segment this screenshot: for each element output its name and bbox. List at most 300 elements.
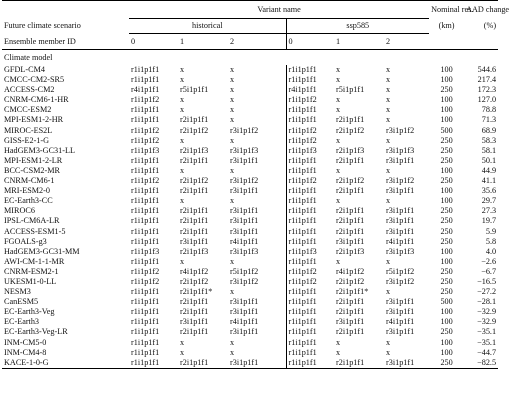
aad-change-value: 217.4	[477, 75, 497, 85]
nominal-resolution: 100	[440, 347, 453, 357]
ssp585-member-0: r1i1p1f1	[286, 358, 334, 369]
model-name: BCC-CSM2-MR	[4, 165, 60, 175]
aad-change-value: 172.3	[477, 85, 497, 95]
model-name: EC-Earth3-Veg-LR	[4, 327, 68, 337]
ssp585-member-1: r2i1p1f2	[336, 276, 365, 286]
historical-member-1: r2i1p1f1	[180, 297, 209, 307]
ssp585-member-1: r2i1p1f1	[336, 186, 365, 196]
historical-member-0: r1i1p1f1	[131, 65, 160, 74]
ssp585-member-0: r1i1p1f1	[286, 65, 334, 75]
historical-member-0: r1i1p1f1	[131, 327, 160, 337]
ssp585-member-1: r2i1p1f1	[336, 327, 365, 337]
historical-member-2: x	[230, 105, 235, 115]
model-name: INM-CM5-0	[4, 337, 47, 347]
historical-member-2: x	[230, 256, 235, 266]
ssp585-member-0: r1i1p1f2	[286, 267, 334, 277]
aad-change-header: AAD change	[464, 1, 498, 19]
model-name: UKESM1-0-LL	[4, 276, 57, 286]
historical-member-2: r3i1p1f1	[230, 307, 259, 317]
nominal-resolution: 250	[440, 206, 453, 216]
historical-member-2: r3i1p1f1	[228, 358, 286, 369]
table-row	[2, 257, 498, 267]
historical-member-1: r2i1p1f3	[180, 246, 209, 256]
historical-member-1: x	[180, 75, 185, 85]
historical-member-0: r1i1p1f1	[129, 358, 178, 369]
ssp585-member-1: x	[336, 196, 341, 206]
ssp585-member-1: r5i1p1f1	[336, 85, 365, 95]
future-climate-scenario-label: Future climate scenario	[4, 21, 81, 30]
nominal-resolution: 100	[440, 186, 453, 196]
ssp585-member-1: r2i1p1f2	[336, 176, 365, 186]
nominal-resolution: 100	[440, 95, 453, 105]
table-row	[2, 307, 498, 317]
ssp585-member-2: r3i1p1f2	[386, 125, 415, 135]
ssp585-member-2: x	[386, 95, 391, 105]
ssp585-member-0: r1i1p1f1	[286, 237, 334, 247]
model-name: CMCC-CM2-SR5	[4, 75, 65, 85]
aad-change-value: 68.9	[481, 125, 497, 135]
ssp585-member-0: r1i1p1f1	[286, 206, 334, 216]
historical-member-2: r3i1p1f1	[230, 327, 259, 337]
nominal-resolution: 500	[440, 125, 453, 135]
historical-member-1: r2i1p1f1	[180, 327, 209, 337]
historical-member-1: x	[180, 337, 185, 347]
historical-member-1: r4i1p1f2	[180, 266, 209, 276]
ssp585-member-0: r1i1p1f2	[286, 136, 334, 146]
ssp585-member-2: r3i1p1f3	[386, 145, 415, 155]
ensemble-id-hist-1: 1	[178, 34, 228, 50]
aad-change-value: −44.7	[477, 347, 497, 357]
table-row	[2, 358, 498, 369]
model-name: EC-Earth3	[4, 317, 40, 327]
table-row	[2, 267, 498, 277]
nominal-resolution: 100	[440, 75, 453, 85]
aad-change-value: −35.1	[477, 327, 497, 337]
historical-member-2: r3i1p1f3	[230, 145, 259, 155]
ssp585-member-2: r3i1p1f2	[386, 276, 415, 286]
nominal-resolution: 250	[440, 176, 453, 186]
historical-member-2: r3i1p1f2	[230, 176, 259, 186]
ssp585-member-0: r1i1p1f2	[286, 277, 334, 287]
model-name: MRI-ESM2-0	[4, 186, 50, 196]
aad-change-value: −16.5	[477, 276, 497, 286]
historical-member-2: x	[230, 65, 235, 74]
ssp585-member-1: x	[336, 337, 341, 347]
nominal-resolution: 250	[440, 216, 453, 226]
historical-member-2: r3i1p1f2	[230, 125, 259, 135]
model-name: HadGEM3-GC31-MM	[4, 246, 80, 256]
ssp585-member-0: r1i1p1f1	[286, 166, 334, 176]
model-name: ACCESS-ESM1-5	[4, 226, 66, 236]
table-row	[2, 227, 498, 237]
table-row	[2, 196, 498, 206]
ssp585-member-2: r3i1p1f1	[386, 226, 415, 236]
ssp585-member-0: r1i1p1f1	[286, 327, 334, 337]
aad-change-value: 27.3	[481, 206, 497, 216]
ssp585-member-2: x	[386, 347, 391, 357]
historical-member-1: x	[180, 347, 185, 357]
ssp585-member-0: r1i1p1f1	[286, 105, 334, 115]
ssp585-member-2: x	[386, 105, 391, 115]
aad-change-value: −6.7	[481, 266, 497, 276]
aad-change-value: 50.1	[481, 155, 497, 165]
nominal-resolution: 250	[440, 155, 453, 165]
aad-change-value: −28.1	[477, 297, 497, 307]
ssp585-member-1: r2i1p1f1	[336, 226, 365, 236]
historical-member-1: r2i1p1f1	[180, 155, 209, 165]
historical-member-1: r2i1p1f1	[178, 358, 228, 369]
ssp585-member-1: x	[336, 105, 341, 115]
model-name: INM-CM4-8	[4, 347, 47, 357]
historical-member-0: r1i1p1f1	[131, 186, 160, 196]
historical-member-2: x	[230, 287, 235, 297]
ssp585-member-2: r3i1p1f1	[386, 186, 415, 196]
ssp585-member-0: r1i1p1f1	[286, 338, 334, 348]
historical-member-1: r2i1p1f1	[180, 115, 209, 125]
historical-member-2: r3i1p1f1	[230, 206, 259, 216]
ssp585-member-0: r1i1p1f3	[286, 247, 334, 257]
ssp585-member-1: r3i1p1f1	[336, 236, 365, 246]
nominal-resolution: 100	[440, 317, 453, 327]
header-empty-cell	[464, 34, 498, 50]
percent-unit: (%)	[483, 21, 497, 30]
model-name: HadGEM3-GC31-LL	[4, 145, 75, 155]
ssp585-member-2: x	[386, 85, 391, 95]
historical-member-2: x	[230, 337, 235, 347]
table-row	[2, 75, 498, 85]
historical-member-0: r1i1p1f1	[131, 216, 160, 226]
historical-member-0: r1i1p1f1	[131, 307, 160, 317]
aad-change-value: −82.5	[464, 358, 498, 369]
ssp585-member-2: x	[386, 65, 391, 74]
historical-member-1: x	[180, 165, 185, 175]
ssp585-member-0: r1i1p1f1	[286, 186, 334, 196]
ssp585-member-1: r2i1p1f1*	[336, 287, 369, 297]
historical-member-0: r1i1p1f1	[131, 256, 160, 266]
header-row-3	[2, 34, 498, 50]
table-row	[2, 105, 498, 115]
model-name: NESM3	[4, 287, 31, 297]
ssp585-member-1: r2i1p1f2	[336, 125, 365, 135]
nominal-resolution: 100	[440, 256, 453, 266]
table-row	[2, 327, 498, 337]
table-row	[2, 65, 498, 75]
ssp585-member-1: r2i1p1f1	[336, 307, 365, 317]
historical-member-2: x	[230, 115, 235, 125]
model-name: EC-Earth3-CC	[4, 196, 53, 206]
historical-member-0: r1i1p1f1	[131, 226, 160, 236]
ssp585-member-0: r1i1p1f1	[286, 227, 334, 237]
ssp585-member-2: r4i1p1f1	[386, 317, 415, 327]
historical-member-0: r1i1p1f2	[131, 176, 160, 186]
table-row	[2, 136, 498, 146]
nominal-resolution: 250	[440, 135, 453, 145]
historical-member-0: r1i1p1f1	[131, 105, 160, 115]
model-name: GFDL-CM4	[4, 65, 45, 74]
ssp585-member-2: r3i1p1f3	[386, 246, 415, 256]
ssp585-member-2: r5i1p1f2	[386, 266, 415, 276]
aad-change-value: −32.9	[477, 307, 497, 317]
ssp585-member-0: r1i1p1f1	[286, 287, 334, 297]
table-row	[2, 317, 498, 327]
historical-header: historical	[129, 19, 286, 34]
historical-member-0: r1i1p1f2	[131, 125, 160, 135]
historical-member-2: x	[230, 135, 235, 145]
header-empty-cell	[429, 34, 464, 50]
section-row	[2, 50, 498, 66]
table-row	[2, 277, 498, 287]
historical-member-1: r2i1p1f2	[180, 176, 209, 186]
ssp585-member-1: r2i1p1f1	[336, 115, 365, 125]
historical-member-2: x	[230, 75, 235, 85]
model-name: MIROC6	[4, 206, 35, 216]
historical-member-1: x	[180, 256, 185, 266]
model-name: EC-Earth3-Veg	[4, 307, 55, 317]
ssp585-member-2: x	[386, 165, 391, 175]
aad-change-value: 5.8	[485, 236, 497, 246]
ssp585-member-1: r2i1p1f1	[336, 297, 365, 307]
aad-change-value: 58.1	[481, 145, 497, 155]
ssp585-member-0: r1i1p1f1	[286, 115, 334, 125]
historical-member-0: r1i1p1f1	[131, 287, 160, 297]
header-empty-cell	[2, 1, 129, 19]
historical-member-0: r1i1p1f1	[131, 155, 160, 165]
historical-member-1: r2i1p1f2	[180, 276, 209, 286]
historical-member-1: x	[180, 65, 185, 74]
km-unit: (km)	[438, 21, 455, 30]
ssp585-member-1: r2i1p1f3	[336, 246, 365, 256]
aad-change-value: 29.7	[481, 196, 497, 206]
historical-member-0: r1i1p1f2	[131, 266, 160, 276]
aad-change-value: 35.6	[481, 186, 497, 196]
table-row	[2, 115, 498, 125]
nominal-resolution: 250	[440, 276, 453, 286]
model-name: MPI-ESM1-2-LR	[4, 155, 63, 165]
ensemble-id-ssp-2: 2	[384, 34, 429, 50]
nominal-resolution: 250	[440, 145, 453, 155]
ssp585-member-1: x	[336, 165, 341, 175]
table-row	[2, 287, 498, 297]
table-row	[2, 206, 498, 216]
model-name: CNRM-CM6-1-HR	[4, 95, 69, 105]
historical-member-0: r4i1p1f1	[131, 85, 160, 95]
ssp585-member-1: x	[336, 95, 341, 105]
ssp585-member-1: x	[336, 75, 341, 85]
historical-member-1: r2i1p1f1	[180, 216, 209, 226]
climate-model-table	[2, 0, 509, 369]
table-row	[2, 247, 498, 257]
historical-member-0: r1i1p1f2	[131, 276, 160, 286]
table-row	[2, 216, 498, 226]
table-row	[2, 237, 498, 247]
aad-change-value: 78.8	[481, 105, 497, 115]
historical-member-0: r1i1p1f1	[131, 337, 160, 347]
aad-change-value: −35.1	[477, 337, 497, 347]
ssp585-member-2: r3i1p1f1	[386, 155, 415, 165]
historical-member-0: r1i1p1f3	[131, 246, 160, 256]
ssp585-member-2: x	[386, 115, 391, 125]
nominal-resolution: 250	[440, 287, 453, 297]
nominal-resolution: 250	[440, 226, 453, 236]
aad-change-value: −32.9	[477, 317, 497, 327]
historical-member-0: r1i1p1f1	[131, 297, 160, 307]
header-row-1	[2, 1, 498, 19]
nominal-resolution: 250	[440, 266, 453, 276]
ensemble-member-id-label: Ensemble member ID	[2, 34, 129, 50]
table-row	[2, 186, 498, 196]
ssp585-member-0: r1i1p1f1	[286, 216, 334, 226]
ssp585-member-0: r1i1p1f2	[286, 126, 334, 136]
historical-member-1: r2i1p1f2	[180, 125, 209, 135]
nominal-resolution: 100	[440, 337, 453, 347]
ssp585-member-2: x	[386, 75, 391, 85]
ssp585-member-2: x	[386, 135, 391, 145]
ssp585-member-1: r2i1p1f3	[336, 145, 365, 155]
ssp585-member-0: r1i1p1f1	[286, 307, 334, 317]
historical-member-2: r4i1p1f1	[230, 236, 259, 246]
aad-change-value: 41.1	[481, 176, 497, 186]
ssp585-member-1: x	[336, 256, 341, 266]
ssp585-member-2: r3i1p1f2	[386, 176, 415, 186]
ssp585-member-2: x	[386, 256, 391, 266]
model-name: CMCC-ESM2	[4, 105, 52, 115]
ssp585-member-1: r3i1p1f1	[336, 317, 365, 327]
historical-member-0: r1i1p1f1	[131, 236, 160, 246]
model-name: KACE-1-0-G	[2, 358, 129, 369]
nominal-resolution: 250	[440, 85, 453, 95]
ssp585-member-1: x	[336, 347, 341, 357]
aad-change-value: 127.0	[477, 95, 497, 105]
ssp585-member-1: r2i1p1f1	[334, 358, 384, 369]
model-name: FGOALS-g3	[4, 236, 47, 246]
historical-member-0: r1i1p1f1	[131, 347, 160, 357]
ssp585-member-0: r1i1p1f1	[286, 297, 334, 307]
table-row	[2, 156, 498, 166]
historical-member-1: r2i1p1f1	[180, 206, 209, 216]
model-name: IPSL-CM6A-LR	[4, 216, 60, 226]
aad-change-value: −27.2	[477, 287, 497, 297]
ensemble-id-ssp-0: 0	[286, 34, 334, 50]
nominal-resolution: 100	[440, 115, 453, 125]
variant-name-header: Variant name	[129, 1, 429, 19]
ssp585-member-0: r1i1p1f2	[286, 95, 334, 105]
nominal-resolution: 100	[440, 65, 453, 74]
ssp585-member-0: r1i1p1f1	[286, 75, 334, 85]
ssp585-member-2: r3i1p1f1	[386, 297, 415, 307]
historical-member-0: r1i1p1f1	[131, 196, 160, 206]
ssp585-member-2: x	[386, 196, 391, 206]
historical-member-1: x	[180, 135, 185, 145]
table-row	[2, 348, 498, 358]
historical-member-0: r1i1p1f1	[131, 115, 160, 125]
header-row-2	[2, 19, 498, 34]
historical-member-0: r1i1p1f2	[131, 135, 160, 145]
ensemble-id-hist-2: 2	[228, 34, 286, 50]
aad-change-value: 71.3	[481, 115, 497, 125]
historical-member-2: r3i1p1f1	[230, 155, 259, 165]
nominal-resolution: 500	[440, 297, 453, 307]
historical-member-2: r3i1p1f1	[230, 186, 259, 196]
ssp585-member-0: r1i1p1f3	[286, 146, 334, 156]
historical-member-2: r3i1p1f1	[230, 297, 259, 307]
model-name: CNRM-ESM2-1	[4, 266, 59, 276]
model-name: CanESM5	[4, 297, 39, 307]
ssp585-member-0: r1i1p1f1	[286, 196, 334, 206]
table-row	[2, 126, 498, 136]
model-name: ACCESS-CM2	[4, 85, 55, 95]
ssp585-member-2: r3i1p1f1	[386, 206, 415, 216]
historical-member-2: r3i1p1f3	[230, 246, 259, 256]
ssp585-member-0: r1i1p1f1	[286, 156, 334, 166]
historical-member-2: x	[230, 347, 235, 357]
table-row	[2, 146, 498, 156]
model-name: GISS-E2-1-G	[4, 135, 50, 145]
ssp585-member-2: r3i1p1f1	[386, 327, 415, 337]
table-row	[2, 85, 498, 95]
aad-change-value: 58.3	[481, 135, 497, 145]
historical-member-0: r1i1p1f1	[131, 317, 160, 327]
aad-change-value: 19.7	[481, 216, 497, 226]
ssp585-member-1: x	[336, 65, 341, 74]
nominal-resolution: 250	[429, 358, 464, 369]
aad-change-value: −2.6	[481, 256, 497, 266]
historical-member-1: r2i1p1f1*	[180, 287, 213, 297]
nominal-resolution: 100	[440, 246, 453, 256]
nominal-resolution: 250	[440, 327, 453, 337]
table-row	[2, 95, 498, 105]
ssp585-member-1: r4i1p1f2	[336, 266, 365, 276]
historical-member-1: r2i1p1f1	[180, 186, 209, 196]
aad-change-value: 44.9	[481, 165, 497, 175]
ssp585-member-0: r4i1p1f1	[286, 85, 334, 95]
historical-member-1: r5i1p1f1	[180, 85, 209, 95]
historical-member-1: x	[180, 95, 185, 105]
nominal-resolution: 100	[440, 196, 453, 206]
ssp585-member-1: r2i1p1f1	[336, 206, 365, 216]
ssp585-member-0: r1i1p1f1	[286, 317, 334, 327]
historical-member-2: x	[230, 85, 235, 95]
aad-change-value: 5.9	[485, 226, 497, 236]
historical-member-1: x	[180, 105, 185, 115]
ssp585-member-0: r1i1p1f1	[286, 348, 334, 358]
ssp585-member-0: r1i1p1f1	[286, 257, 334, 267]
table-row	[2, 297, 498, 307]
table-row	[2, 176, 498, 186]
historical-member-2: r3i1p1f1	[230, 216, 259, 226]
historical-member-0: r1i1p1f2	[131, 95, 160, 105]
table-row	[2, 166, 498, 176]
historical-member-2: x	[230, 95, 235, 105]
aad-change-value: 544.6	[477, 65, 497, 74]
historical-member-2: r3i1p1f1	[230, 226, 259, 236]
nominal-resolution: 250	[440, 236, 453, 246]
nominal-res-header: Nominal res.	[429, 1, 464, 19]
ssp585-member-2: x	[386, 287, 391, 297]
nominal-resolution: 100	[440, 105, 453, 115]
ssp585-member-2: r3i1p1f1	[384, 358, 429, 369]
ssp585-member-1: r2i1p1f1	[336, 155, 365, 165]
ensemble-id-ssp-1: 1	[334, 34, 384, 50]
nominal-resolution: 100	[440, 165, 453, 175]
historical-member-2: r5i1p1f2	[230, 266, 259, 276]
historical-member-0: r1i1p1f1	[131, 75, 160, 85]
historical-member-0: r1i1p1f3	[131, 145, 160, 155]
historical-member-1: r2i1p1f3	[180, 145, 209, 155]
historical-member-1: r2i1p1f1	[180, 307, 209, 317]
ssp585-member-2: r3i1p1f1	[386, 216, 415, 226]
historical-member-0: r1i1p1f1	[131, 206, 160, 216]
historical-member-0: r1i1p1f1	[131, 165, 160, 175]
